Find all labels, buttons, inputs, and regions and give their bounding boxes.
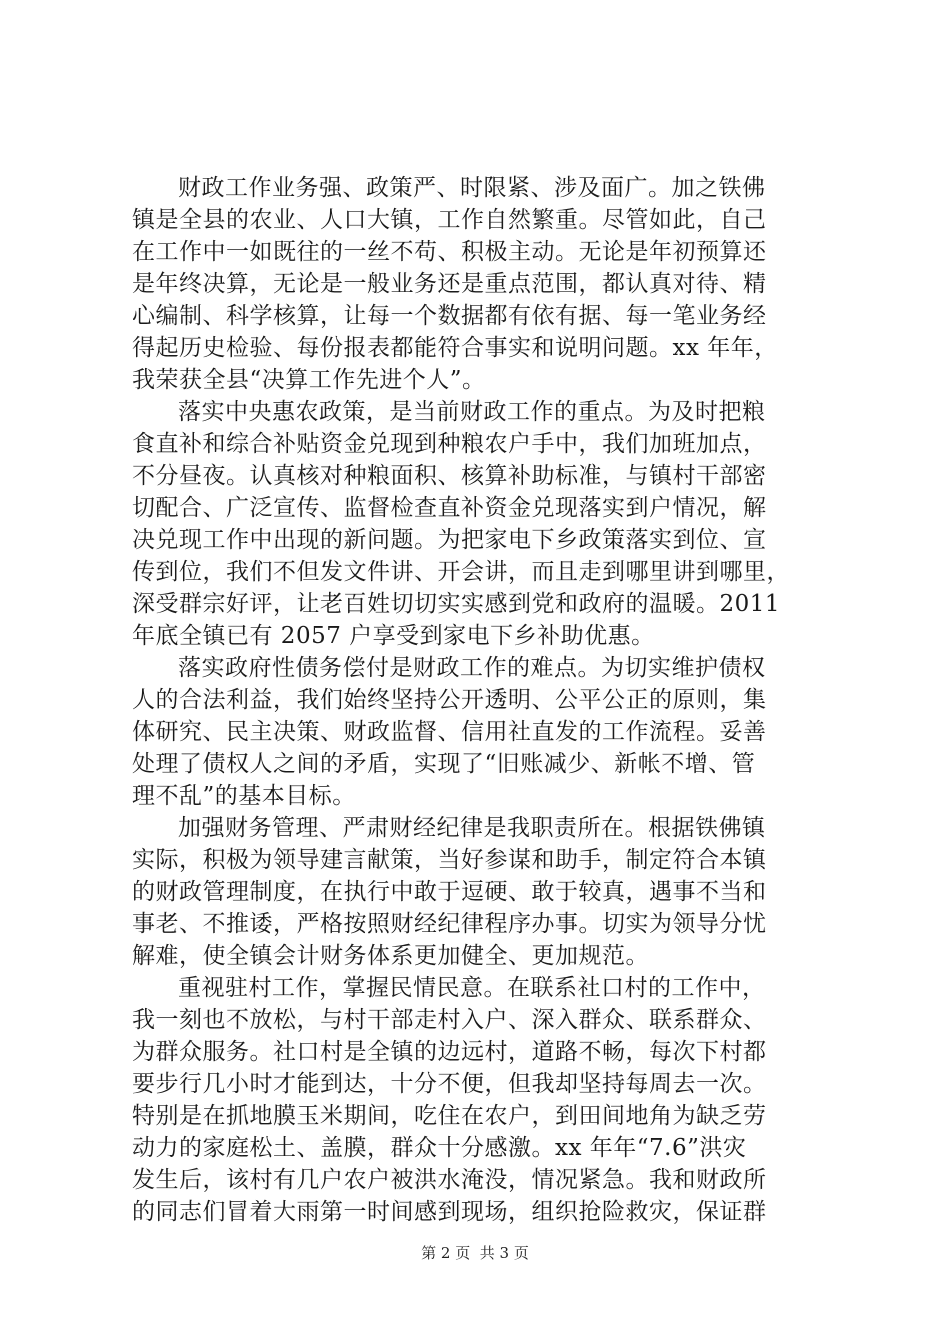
paragraph-line: 事老、不推诿，严格按照财经纪律程序办事。切实为领导分忧 <box>132 911 767 937</box>
paragraph-line: 心编制、科学核算，让每一个数据都有依有据、每一笔业务经 <box>132 303 767 329</box>
paragraph-first-line: 落实政府性债务偿付是财政工作的难点。为切实维护债权 <box>178 655 766 681</box>
page-footer: 第 2 页 共 3 页 <box>421 1244 529 1262</box>
paragraph-first-line: 落实中央惠农政策，是当前财政工作的重点。为及时把粮 <box>178 399 766 425</box>
paragraph-line: 年底全镇已有 2057 户享受到家电下乡补助优惠。 <box>132 623 655 649</box>
body-text <box>132 172 836 1228</box>
paragraph-line: 实际，积极为领导建言献策，当好参谋和助手，制定符合本镇 <box>132 847 767 873</box>
paragraph-line: 得起历史检验、每份报表都能符合事实和说明问题。xx 年年， <box>132 335 778 361</box>
paragraph-line: 发生后，该村有几户农户被洪水淹没，情况紧急。我和财政所 <box>132 1167 767 1193</box>
paragraph-line: 的财政管理制度，在执行中敢于逗硬、敢于较真，遇事不当和 <box>132 879 767 905</box>
paragraph-line: 不分昼夜。认真核对种粮面积、核算补助标准，与镇村干部密 <box>132 463 767 489</box>
paragraph-line: 理不乱”的基本目标。 <box>132 783 356 809</box>
paragraph-line: 要步行几小时才能到达，十分不便，但我却坚持每周去一次。 <box>132 1071 767 1097</box>
paragraph-line: 深受群宗好评，让老百姓切切实实感到党和政府的温暖。2011 <box>132 591 781 617</box>
paragraph-line: 镇是全县的农业、人口大镇，工作自然繁重。尽管如此，自己 <box>132 207 767 233</box>
paragraph-line: 为群众服务。社口村是全镇的边远村，道路不畅，每次下村都 <box>132 1039 767 1065</box>
paragraph-line: 特别是在抓地膜玉米期间，吃住在农户，到田间地角为缺乏劳 <box>132 1103 767 1129</box>
paragraph-first-line: 加强财务管理、严肃财经纪律是我职责所在。根据铁佛镇 <box>178 815 766 841</box>
paragraph-line: 我一刻也不放松，与村干部走村入户、深入群众、联系群众、 <box>132 1007 767 1033</box>
paragraph-first-line: 财政工作业务强、政策严、时限紧、涉及面广。加之铁佛 <box>178 175 766 201</box>
paragraph-line: 传到位，我们不但发文件讲、开会讲，而且走到哪里讲到哪里， <box>132 559 790 585</box>
paragraph-line: 解难，使全镇会计财务体系更加健全、更加规范。 <box>132 943 649 969</box>
paragraph-line: 人的合法利益，我们始终坚持公开透明、公平公正的原则，集 <box>132 687 767 713</box>
paragraph-first-line: 重视驻村工作，掌握民情民意。在联系社口村的工作中， <box>178 975 766 1001</box>
paragraph-line: 我荣获全县“决算工作先进个人”。 <box>132 367 486 393</box>
paragraph-line: 的同志们冒着大雨第一时间感到现场，组织抢险救灾，保证群 <box>132 1199 767 1225</box>
paragraph-line: 在工作中一如既往的一丝不苟、积极主动。无论是年初预算还 <box>132 239 767 265</box>
paragraph-line: 动力的家庭松土、盖膜，群众十分感激。xx 年年“7.6”洪灾 <box>132 1135 747 1161</box>
paragraph-line: 体研究、民主决策、财政监督、信用社直发的工作流程。妥善 <box>132 719 767 745</box>
paragraph-line: 食直补和综合补贴资金兑现到种粮农户手中，我们加班加点， <box>132 431 767 457</box>
paragraph-line: 是年终决算，无论是一般业务还是重点范围，都认真对待、精 <box>132 271 767 297</box>
paragraph-line: 处理了债权人之间的矛盾，实现了“旧账减少、新帐不增、管 <box>132 751 756 777</box>
paragraph-line: 切配合、广泛宣传、监督检查直补资金兑现落实到户情况，解 <box>132 495 767 521</box>
paragraph-line: 决兑现工作中出现的新问题。为把家电下乡政策落实到位、宣 <box>132 527 767 553</box>
